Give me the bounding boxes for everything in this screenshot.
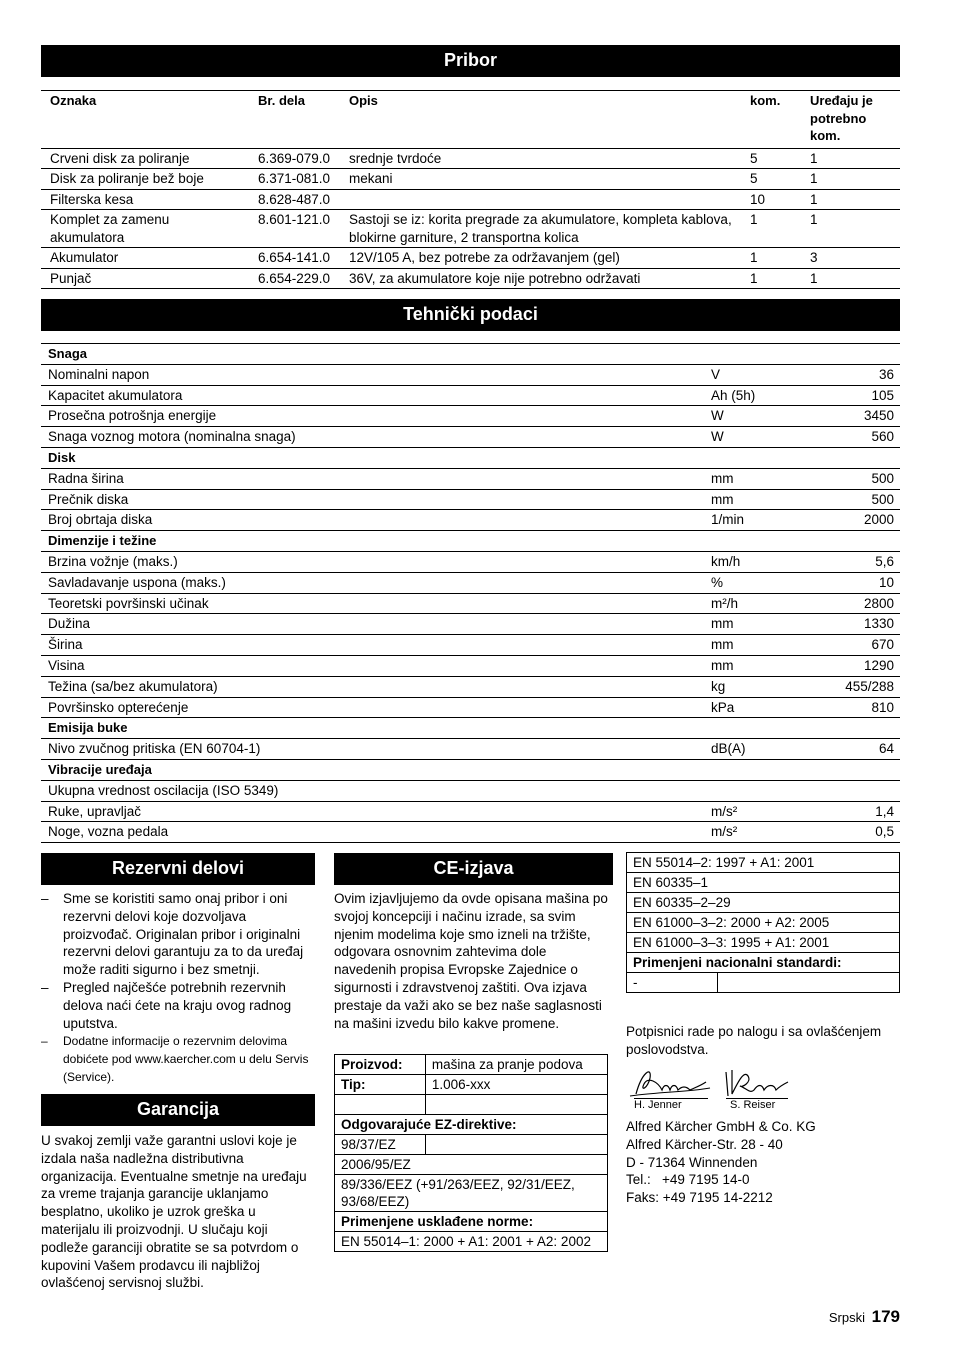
table-row <box>41 169 900 190</box>
spec-label: Ruke, upravljač <box>41 801 704 822</box>
column-header: Uređaju je potrebno kom. <box>801 91 900 149</box>
spec-unit: kPa <box>704 697 824 718</box>
spec-label: Nivo zvučnog pritiska (EN 60704-1) <box>41 739 704 760</box>
table-row <box>41 489 900 510</box>
spec-value: 10 <box>824 572 900 593</box>
company-line: Alfred Kärcher GmbH & Co. KG <box>626 1119 816 1134</box>
spec-unit: km/h <box>704 551 824 572</box>
empty-cell <box>717 973 899 993</box>
spec-label: Prosečna potrošnja energije <box>41 406 704 427</box>
table-row <box>41 780 900 801</box>
table-cell: 1 <box>801 169 900 190</box>
section-row <box>41 344 900 365</box>
spec-value: 2800 <box>824 593 900 614</box>
spec-label: Visina <box>41 655 704 676</box>
spec-label: Savladavanje uspona (maks.) <box>41 572 704 593</box>
ez-item: 2006/95/EZ <box>335 1155 608 1175</box>
table-row <box>41 210 900 248</box>
table-cell: 6.654-141.0 <box>249 248 340 269</box>
spec-value: 810 <box>824 697 900 718</box>
norme-label: Primenjene usklađene norme: <box>335 1212 608 1232</box>
rezervni-list-wrap <box>41 890 316 1086</box>
table-row <box>41 655 900 676</box>
section-row <box>41 531 900 552</box>
company-line: Tel.: +49 7195 14-0 <box>626 1172 750 1188</box>
spec-value: 1,4 <box>824 801 900 822</box>
table-row <box>41 551 900 572</box>
spec-label: Težina (sa/bez akumulatora) <box>41 676 704 697</box>
spec-value: 0,5 <box>824 822 900 843</box>
ez-item: 89/336/EEZ (+91/263/EEZ, 92/31/EEZ, 93/68/EEZ) <box>335 1175 608 1212</box>
table-cell: 6.371-081.0 <box>249 169 340 190</box>
garancija-text: U svakoj zemlji važe garantni uslovi koje je izdala naša nadležna distributivna organizacija. Eventualne smetnje na uređaju za vreme trajanja garancije uklanjamo besplatno, ukoliko je uzrok greška u materijalu ili proizvodnji. U slučaju koji podleže garanciji obratite se sa potvrdom o kupovini Vašem prodavcu ili najbližoj ovlašćenoj servisnoj službi. <box>41 1133 307 1291</box>
spec-value: 1290 <box>824 655 900 676</box>
ce-text: Ovim izjavljujemo da ovde opisana mašina po svojoj koncepciji i načinu izrade, sa svim njenim modelima koje smo izneli na tržište, odgovara osnovnim zahtevima dole navedenih propisa Evropske Zajednice o sigurnosti i zdravstvenoj zaštiti. Ova izjava prestaje da važi ako se bez naše saglasnosti na mašini izvedu bilo kakve promene. <box>334 891 608 1031</box>
spec-value: 36 <box>824 364 900 385</box>
table-cell: srednje tvrdoće <box>340 148 741 169</box>
garancija-heading: Garancija <box>41 1094 315 1126</box>
section-row <box>41 447 900 468</box>
spec-unit: dB(A) <box>704 739 824 760</box>
table-row <box>41 248 900 269</box>
proizvod-label: Proizvod: <box>335 1055 426 1075</box>
spec-unit: W <box>704 427 824 448</box>
ce-box-table <box>334 1054 608 1252</box>
spec-unit: m/s² <box>704 801 824 822</box>
spec-unit: mm <box>704 655 824 676</box>
rezervni-heading <box>41 853 315 885</box>
spec-value: 105 <box>824 385 900 406</box>
column-header: Oznaka <box>41 91 249 149</box>
list-item: – Dodatne informacije o rezervnim delovima dobićete pod www.kaercher.com u delu Servis (Service). <box>41 1032 316 1086</box>
norme-item: EN 60335–1 <box>627 873 900 893</box>
spec-label: Dužina <box>41 614 704 635</box>
spec-label: Broj obrtaja diska <box>41 510 704 531</box>
section-row <box>41 759 900 780</box>
norme-item: EN 55014–1: 2000 + A1: 2001 + A2: 2002 <box>335 1232 608 1252</box>
table-cell: 1 <box>741 248 801 269</box>
section-row <box>41 718 900 739</box>
norme-item: EN 61000–3–2: 2000 + A2: 2005 <box>627 913 900 933</box>
table-row <box>41 676 900 697</box>
table-row <box>41 406 900 427</box>
proizvod-value: mašina za pranje podova <box>425 1055 607 1075</box>
table-row <box>41 268 900 289</box>
table-cell: Sastoji se iz: korita pregrade za akumulatore, kompleta kablova, blokirne garniture, 2 transportna kolica <box>340 210 741 248</box>
nacionalni-value: - <box>627 973 718 993</box>
spec-unit: m/s² <box>704 822 824 843</box>
section-title: Dimenzije i težine <box>41 531 900 552</box>
table-row <box>41 739 900 760</box>
table-row <box>41 468 900 489</box>
table-cell: Disk za poliranje bež boje <box>41 169 249 190</box>
table-row <box>41 427 900 448</box>
table-cell: mekani <box>340 169 741 190</box>
table-cell: 5 <box>741 148 801 169</box>
table-cell: 1 <box>801 148 900 169</box>
ez-item: 98/37/EZ <box>335 1135 426 1155</box>
table-cell: Komplet za zamenu akumulatora <box>41 210 249 248</box>
tech-heading: Tehnički podaci <box>41 299 900 331</box>
table-row <box>41 385 900 406</box>
tip-label: Tip: <box>335 1075 426 1095</box>
table-row <box>41 697 900 718</box>
table-row <box>41 614 900 635</box>
spec-value: 2000 <box>824 510 900 531</box>
company-line: D - 71364 Winnenden <box>626 1154 758 1170</box>
table-cell: Filterska kesa <box>41 189 249 210</box>
norme-item: EN 55014–2: 1997 + A1: 2001 <box>627 853 900 873</box>
spec-unit: m²/h <box>704 593 824 614</box>
section-title: Vibracije uređaja <box>41 759 900 780</box>
spec-label: Radna širina <box>41 468 704 489</box>
section-title: Disk <box>41 447 900 468</box>
table-cell: 10 <box>741 189 801 210</box>
table-row <box>41 148 900 169</box>
spec-unit: W <box>704 406 824 427</box>
table-row <box>41 364 900 385</box>
spec-unit: mm <box>704 489 824 510</box>
spec-unit: V <box>704 364 824 385</box>
table-cell: 1 <box>801 268 900 289</box>
footer-language: Srpski <box>828 1310 865 1325</box>
table-cell: 1 <box>741 268 801 289</box>
tip-value: 1.006-xxx <box>425 1075 607 1095</box>
page-number: 179 <box>871 1307 900 1326</box>
table-cell: 36V, za akumulatore koje nije potrebno održavati <box>340 268 741 289</box>
spec-unit: mm <box>704 468 824 489</box>
spec-value: 1330 <box>824 614 900 635</box>
signer-1: H. Jenner <box>634 1098 708 1111</box>
spec-value: 670 <box>824 635 900 656</box>
table-cell: Crveni disk za poliranje <box>41 148 249 169</box>
rezervni-list <box>41 890 316 1086</box>
pribor-table <box>41 90 900 289</box>
list-item: – Sme se koristiti samo onaj pribor i oni rezervni delovi koje dozvoljava proizvođač. Originalan pribor i originalni rezervni delovi garantuju za to da uređaj može raditi sigurno i bez smetnji. <box>41 890 316 979</box>
spec-label: Kapacitet akumulatora <box>41 385 704 406</box>
company-address <box>626 1118 904 1207</box>
table-cell: 12V/105 A, bez potrebe za održavanjem (gel) <box>340 248 741 269</box>
empty-cell <box>425 1095 607 1115</box>
tech-table <box>41 343 900 843</box>
list-item: – Pregled najčešće potrebnih rezervnih delova naći ćete na kraju ovog radnog uputstva. <box>41 979 316 1032</box>
potpis-text: Potpisnici rade po nalogu i sa ovlašćenjem poslovodstva. <box>626 1024 882 1057</box>
spec-value: 64 <box>824 739 900 760</box>
spec-label: Brzina vožnje (maks.) <box>41 551 704 572</box>
table-cell: 5 <box>741 169 801 190</box>
spec-value: 500 <box>824 489 900 510</box>
table-cell: 1 <box>801 189 900 210</box>
ez-label: Odgovarajuće EZ-direktive: <box>335 1115 608 1135</box>
spec-unit: kg <box>704 676 824 697</box>
table-cell: 6.654-229.0 <box>249 268 340 289</box>
table-row <box>41 510 900 531</box>
spec-value: 455/288 <box>824 676 900 697</box>
table-row <box>41 593 900 614</box>
spec-label: Nominalni napon <box>41 364 704 385</box>
spec-label: Površinsko opterećenje <box>41 697 704 718</box>
empty-cell <box>425 1135 607 1155</box>
spec-label: Snaga voznog motora (nominalna snaga) <box>41 427 704 448</box>
table-cell <box>340 189 741 210</box>
section-title: Emisija buke <box>41 718 900 739</box>
spec-label: Ukupna vrednost oscilacija (ISO 5349) <box>41 780 704 801</box>
spec-unit: 1/min <box>704 510 824 531</box>
table-row <box>41 189 900 210</box>
table-row <box>41 801 900 822</box>
table-header-row <box>41 91 900 149</box>
spec-unit: mm <box>704 614 824 635</box>
norme-item: EN 61000–3–3: 1995 + A1: 2001 <box>627 933 900 953</box>
spec-unit <box>704 780 824 801</box>
spec-unit: mm <box>704 635 824 656</box>
norme-item: EN 60335–2–29 <box>627 893 900 913</box>
spec-value: 3450 <box>824 406 900 427</box>
spec-label: Širina <box>41 635 704 656</box>
table-row <box>41 822 900 843</box>
spec-value <box>824 780 900 801</box>
table-cell: 8.628-487.0 <box>249 189 340 210</box>
ce-heading: CE-izjava <box>334 853 613 885</box>
company-line: Alfred Kärcher-Str. 28 - 40 <box>626 1136 783 1152</box>
spec-label: Prečnik diska <box>41 489 704 510</box>
column-header: Opis <box>340 91 741 149</box>
empty-cell <box>335 1095 426 1115</box>
spec-unit: % <box>704 572 824 593</box>
table-cell: Akumulator <box>41 248 249 269</box>
table-cell: 3 <box>801 248 900 269</box>
signatures-image <box>628 1062 798 1102</box>
table-row <box>41 635 900 656</box>
spec-label: Noge, vozna pedala <box>41 822 704 843</box>
table-cell: 1 <box>801 210 900 248</box>
page-footer <box>829 1307 900 1327</box>
table-cell: 1 <box>741 210 801 248</box>
column-header: kom. <box>741 91 801 149</box>
table-row <box>41 572 900 593</box>
spec-unit: Ah (5h) <box>704 385 824 406</box>
nacionalni-label: Primenjeni nacionalni standardi: <box>627 953 900 973</box>
company-line: Faks: +49 7195 14-2212 <box>626 1190 773 1206</box>
norme-table <box>626 852 900 993</box>
column-header: Br. dela <box>249 91 340 149</box>
table-cell: 6.369-079.0 <box>249 148 340 169</box>
section-title: Snaga <box>41 344 900 365</box>
rezervni-title: Rezervni delovi <box>111 858 245 878</box>
spec-value: 500 <box>824 468 900 489</box>
spec-label: Teoretski površinski učinak <box>41 593 704 614</box>
spec-value: 5,6 <box>824 551 900 572</box>
signer-2: S. Reiser <box>726 1098 788 1111</box>
table-cell: 8.601-121.0 <box>249 210 340 248</box>
table-cell: Punjač <box>41 268 249 289</box>
spec-value: 560 <box>824 427 900 448</box>
pribor-heading: Pribor <box>41 45 900 77</box>
